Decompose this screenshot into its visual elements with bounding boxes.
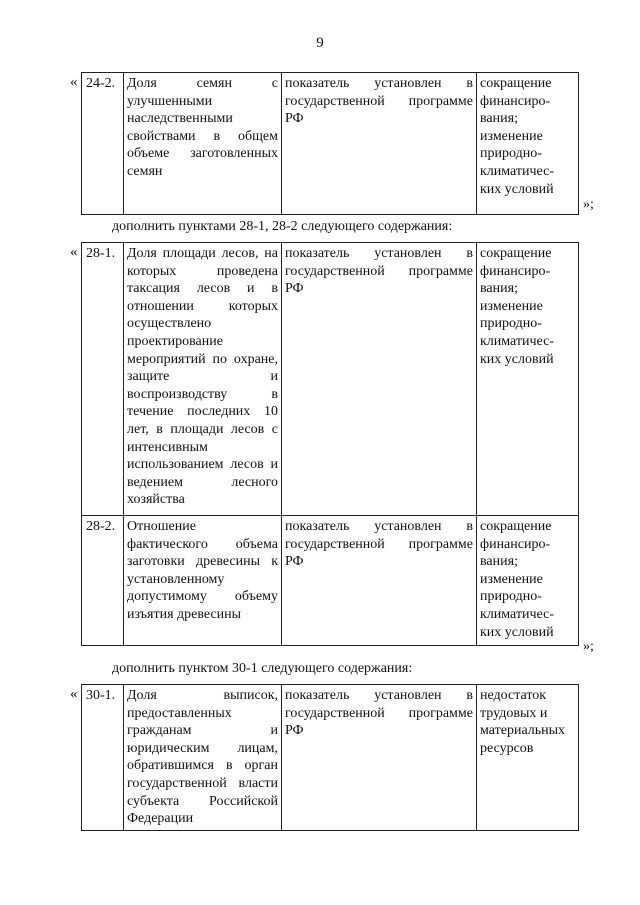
indicator-name-text: Доля семян с улучшенными наследственными свойствами в общем объеме заготовленных семян (127, 76, 278, 179)
row-number: 30-1. (82, 685, 124, 831)
indicator-source-text: показатель установлен в государственной программе РФ (285, 519, 473, 570)
indicator-source (282, 243, 477, 516)
indicator-table-3 (81, 684, 579, 831)
opening-quote: « (70, 686, 78, 702)
indicator-table-1 (81, 72, 579, 215)
instruction-text: дополнить пунктами 28-1, 28-2 следующего содержания: (112, 219, 453, 234)
indicator-source-text: показатель установлен в государственной программе РФ (285, 246, 473, 297)
row-number: 24-2. (82, 73, 124, 215)
table-row (82, 73, 579, 215)
indicator-name-text: Отношение фактического объема заготовки древесины к установленному допустимому объему изъятия древесины (127, 519, 278, 622)
opening-quote: « (70, 74, 78, 90)
indicator-risk (477, 685, 579, 831)
page-number: 9 (316, 35, 324, 51)
indicator-name (124, 73, 282, 215)
indicator-risk-text: недостаток трудовых и материальных ресурсов (480, 688, 566, 756)
indicator-risk-text: сокращение финансиро-вания; изменение природно-климатичес-ких условий (480, 246, 554, 367)
indicator-risk (477, 243, 579, 516)
indicator-name (124, 685, 282, 831)
row-number: 28-1. (82, 243, 124, 516)
opening-quote: « (70, 244, 78, 260)
indicator-table-2 (81, 242, 579, 646)
indicator-source-text: показатель установлен в государственной программе РФ (285, 688, 473, 739)
row-number: 28-2. (82, 516, 124, 646)
indicator-name-text: Доля площади лесов, на которых проведена таксация лесов и в отношении которых осуществлено проектирование мероприятий по охране, защите и воспроизводству в течение последних 10 лет, в площади лесов с интенсивным использованием лесов и ведением лесного хозяйства (127, 246, 278, 508)
instruction-text: дополнить пунктом 30-1 следующего содержания: (112, 661, 413, 676)
indicator-name (124, 516, 282, 646)
table-row (82, 243, 579, 516)
indicator-risk-text: сокращение финансиро-вания; изменение природно-климатичес-ких условий (480, 76, 554, 197)
indicator-risk-text: сокращение финансиро-вания; изменение природно-климатичес-ких условий (480, 519, 554, 640)
indicator-source (282, 73, 477, 215)
table-row (82, 516, 579, 646)
closing-quote: »; (583, 639, 594, 654)
indicator-name-text: Доля выписок, предоставленных гражданам и юридическим лицам, обратившимся в орган государственной власти субъекта Российской Федерации (127, 688, 278, 827)
indicator-source (282, 685, 477, 831)
indicator-source (282, 516, 477, 646)
closing-quote: »; (583, 197, 594, 212)
indicator-risk (477, 73, 579, 215)
indicator-name (124, 243, 282, 516)
indicator-source-text: показатель установлен в государственной программе РФ (285, 76, 473, 127)
indicator-risk (477, 516, 579, 646)
table-row (82, 685, 579, 831)
